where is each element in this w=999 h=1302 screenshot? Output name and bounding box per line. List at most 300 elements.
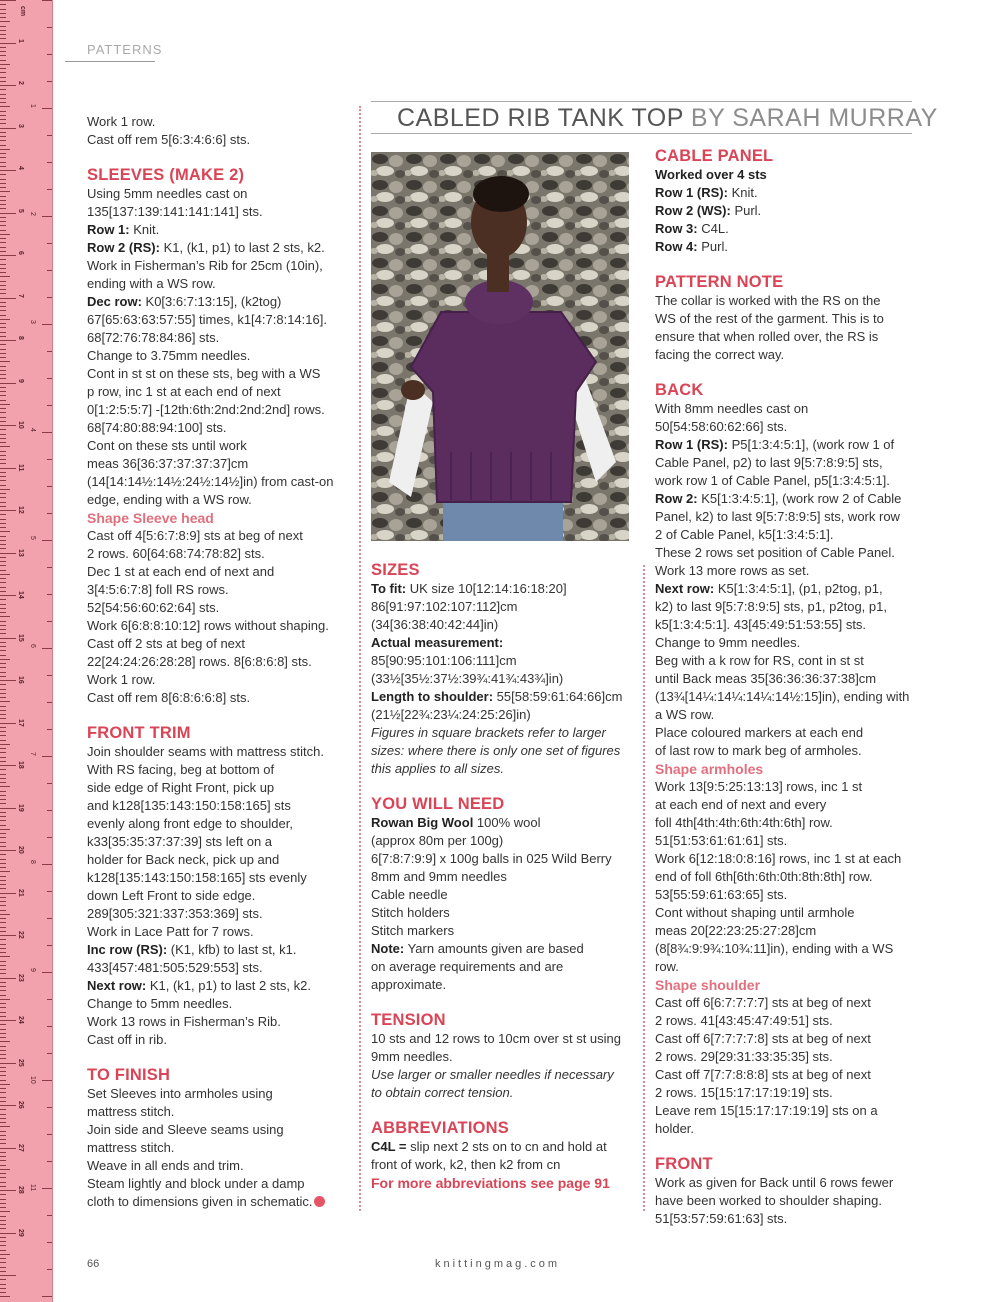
ruler-tick bbox=[0, 871, 10, 872]
ruler-tick bbox=[0, 1237, 6, 1238]
sleeves-line: (14[14:14½:14½:24½:14½]in) from cast-on bbox=[87, 474, 334, 489]
ruler-tick bbox=[0, 1241, 6, 1242]
front-trim-line: k33[35:35:37:37:39] sts left on a bbox=[87, 834, 273, 849]
ruler-tick bbox=[0, 81, 6, 82]
ruler-tick bbox=[0, 995, 6, 996]
ruler-tick bbox=[0, 349, 6, 350]
ruler-tick bbox=[0, 204, 6, 205]
sizes-fit: To fit: UK size 10[12:14:16:18:20] bbox=[371, 581, 567, 596]
front-trim-line: 289[305:321:337:353:369] sts. bbox=[87, 906, 263, 921]
ruler-tick bbox=[0, 289, 6, 290]
ruler-tick bbox=[0, 854, 6, 855]
sleeve-head-line: 52[54:56:60:62:64] sts. bbox=[87, 600, 220, 615]
ruler-tick bbox=[0, 608, 6, 609]
ruler-tick bbox=[0, 1131, 6, 1132]
ruler-tick bbox=[0, 1288, 6, 1289]
ruler-tick bbox=[0, 1275, 16, 1276]
ruler-tick bbox=[0, 1092, 6, 1093]
ruler-tick bbox=[0, 642, 6, 643]
ruler-tick bbox=[0, 361, 10, 362]
ruler-tick bbox=[0, 978, 16, 979]
ruler-tick bbox=[0, 395, 6, 396]
subheading-shape-shoulder: Shape shoulder bbox=[655, 977, 761, 993]
ruler-tick bbox=[0, 680, 16, 681]
column-divider-left bbox=[359, 106, 361, 1211]
ruler-tick bbox=[0, 825, 6, 826]
sleeve-head-line: Work 6[6:8:8:10:12] rows without shaping. bbox=[87, 618, 329, 633]
armhole-line: 51[51:53:61:61:61] sts. bbox=[655, 833, 788, 848]
ruler-tick bbox=[0, 332, 6, 333]
ruler-tick bbox=[0, 1046, 6, 1047]
ruler-tick bbox=[0, 935, 16, 936]
sleeves-line: edge, ending with a WS row. bbox=[87, 492, 252, 507]
ruler-edge bbox=[52, 0, 53, 1302]
ruler-tick bbox=[0, 616, 10, 617]
ruler-tick bbox=[0, 829, 10, 830]
ruler-inch-tick bbox=[42, 972, 52, 973]
ruler-tick bbox=[0, 837, 6, 838]
ruler-tick bbox=[0, 744, 10, 745]
ruler-tick bbox=[0, 1262, 6, 1263]
ruler-inch-label: 10 bbox=[29, 1076, 36, 1084]
ruler-tick bbox=[0, 136, 6, 137]
back-line: k2) to last 9[5:7:8:9:5] sts, p1, p2tog, p1, bbox=[655, 599, 887, 614]
ruler-tick bbox=[0, 650, 6, 651]
sleeves-line: 67[65:63:63:57:55] times, k1[4:7:8:14:16]. bbox=[87, 312, 327, 327]
sizes-line: 86[91:97:102:107:112]cm bbox=[371, 599, 518, 614]
ruler-tick bbox=[0, 200, 6, 201]
ruler-tick bbox=[0, 1135, 6, 1136]
back-line: a WS row. bbox=[655, 707, 715, 722]
ruler-tick bbox=[0, 578, 6, 579]
ruler-tick bbox=[0, 43, 16, 44]
sleeves-row1: Row 1: Knit. bbox=[87, 222, 160, 237]
ruler-tick bbox=[0, 820, 6, 821]
ruler-tick bbox=[0, 1220, 6, 1221]
ruler-tick bbox=[0, 833, 6, 834]
sizes-length: Length to shoulder: 55[58:59:61:64:66]cm bbox=[371, 689, 623, 704]
ruler-tick bbox=[0, 30, 6, 31]
shoulder-line: 2 rows. 15[15:17:17:19:19] sts. bbox=[655, 1085, 833, 1100]
need-line: (approx 80m per 100g) bbox=[371, 833, 504, 848]
ruler-tick bbox=[0, 268, 6, 269]
ruler-tick bbox=[0, 523, 6, 524]
sleeves-dec-row: Dec row: K0[3:6:7:13:15], (k2tog) bbox=[87, 294, 282, 309]
ruler-tick bbox=[0, 272, 6, 273]
yarn-ball-icon bbox=[314, 1196, 325, 1207]
ruler-tick bbox=[0, 859, 6, 860]
front-trim-line: Change to 5mm needles. bbox=[87, 996, 233, 1011]
heading-pattern-note: PATTERN NOTE bbox=[655, 273, 784, 291]
intro-line-2: Cast off rem 5[6:3:4:6:6] sts. bbox=[87, 132, 251, 147]
ruler-tick bbox=[0, 939, 6, 940]
ruler-cm-label: 23 bbox=[17, 973, 24, 982]
ruler-tick bbox=[0, 969, 6, 970]
ruler-tick bbox=[0, 1199, 6, 1200]
ruler-tick bbox=[0, 502, 6, 503]
ruler-tick bbox=[0, 1250, 6, 1251]
ruler-tick bbox=[0, 893, 16, 894]
column-middle bbox=[371, 560, 639, 1192]
ruler-tick bbox=[0, 94, 6, 95]
abbrev-c4l: C4L = slip next 2 sts on to cn and hold at bbox=[371, 1139, 607, 1154]
ruler-tick bbox=[0, 663, 6, 664]
ruler-tick bbox=[0, 506, 6, 507]
sizes-actual-label: Actual measurement: bbox=[371, 635, 504, 650]
sleeve-head-line: 22[24:24:26:28:28] rows. 8[6:8:6:8] sts. bbox=[87, 654, 312, 669]
ruler-tick bbox=[0, 973, 6, 974]
ruler-tick bbox=[0, 0, 16, 1]
ruler-tick bbox=[0, 1194, 6, 1195]
ruler-tick bbox=[0, 922, 6, 923]
ruler-inch-tick bbox=[42, 540, 52, 541]
ruler-tick bbox=[0, 629, 6, 630]
ruler-tick bbox=[0, 179, 6, 180]
ruler-cm-label: 24 bbox=[17, 1016, 24, 1024]
ruler-tick bbox=[0, 145, 6, 146]
armhole-line: meas 20[22:23:25:27:28]cm bbox=[655, 923, 817, 938]
ruler-tick bbox=[0, 1279, 6, 1280]
ruler-tick bbox=[0, 1156, 6, 1157]
ruler-tick bbox=[0, 638, 16, 639]
ruler-cm-label: 19 bbox=[17, 803, 24, 812]
ruler-tick bbox=[0, 599, 6, 600]
ruler-tick bbox=[0, 472, 6, 473]
sleeves-line: Work in Fisherman’s Rib for 25cm (10in), bbox=[87, 258, 323, 273]
ruler-tick bbox=[0, 816, 6, 817]
tension-italic: to obtain correct tension. bbox=[371, 1085, 514, 1100]
ruler-tick bbox=[0, 1105, 16, 1106]
ruler-tick bbox=[0, 1097, 6, 1098]
ruler-tick bbox=[0, 128, 16, 129]
sizes-line: (34[36:38:40:42:44]in) bbox=[371, 617, 499, 632]
cable-worked: Worked over 4 sts bbox=[655, 167, 767, 182]
finish-line: mattress stitch. bbox=[87, 1140, 175, 1155]
ruler-tick bbox=[0, 111, 6, 112]
ruler-tick bbox=[0, 999, 10, 1000]
front-trim-line: side edge of Right Front, pick up bbox=[87, 780, 275, 795]
ruler-tick bbox=[0, 1080, 6, 1081]
front-trim-line: down Left Front to side edge. bbox=[87, 888, 256, 903]
section-tag: PATTERNS bbox=[87, 42, 163, 57]
ruler-tick bbox=[0, 340, 16, 341]
title-byline: BY SARAH MURRAY bbox=[690, 104, 938, 132]
ruler-tick bbox=[0, 60, 6, 61]
ruler-tick bbox=[0, 604, 6, 605]
ruler-tick bbox=[0, 697, 6, 698]
ruler-inch-tick bbox=[42, 108, 52, 109]
ruler-tick bbox=[0, 990, 6, 991]
ruler-tick bbox=[0, 323, 6, 324]
ruler-tick bbox=[0, 434, 6, 435]
ruler-tick bbox=[0, 1071, 6, 1072]
ruler-tick bbox=[0, 1101, 6, 1102]
ruler-tick bbox=[0, 17, 6, 18]
ruler-tick bbox=[0, 625, 6, 626]
front-trim-line: and k128[135:143:150:158:165] sts bbox=[87, 798, 291, 813]
back-line: Work 13 more rows as set. bbox=[655, 563, 810, 578]
ruler-tick bbox=[0, 884, 6, 885]
ruler-tick bbox=[0, 230, 6, 231]
back-row1: Row 1 (RS): P5[1:3:4:5:1], (work row 1 of bbox=[655, 437, 895, 452]
ruler-tick bbox=[0, 310, 6, 311]
title-main: CABLED RIB TANK TOP bbox=[397, 104, 684, 132]
ruler-tick bbox=[0, 727, 6, 728]
ruler-tick bbox=[0, 1126, 10, 1127]
ruler-tick bbox=[0, 965, 6, 966]
ruler-tick bbox=[0, 489, 10, 490]
armhole-line: Cont without shaping until armhole bbox=[655, 905, 855, 920]
need-line: on average requirements and are bbox=[371, 959, 564, 974]
ruler-tick bbox=[0, 689, 6, 690]
tension-line: 9mm needles. bbox=[371, 1049, 453, 1064]
ruler-cm-label: 7 bbox=[17, 293, 24, 298]
ruler-tick bbox=[0, 493, 6, 494]
ruler-tick bbox=[0, 931, 6, 932]
ruler-cm-label: 21 bbox=[17, 888, 24, 897]
back-line: Panel, k2) to last 9[5:7:8:9:5] sts, work row bbox=[655, 509, 900, 524]
ruler-tick bbox=[0, 676, 6, 677]
ruler-tick bbox=[0, 1182, 6, 1183]
ruler-tick bbox=[0, 633, 6, 634]
shoulder-line: Leave rem 15[15:17:17:19:19] sts on a holder. bbox=[655, 1103, 878, 1136]
ruler-tick bbox=[0, 782, 6, 783]
ruler-tick bbox=[0, 353, 6, 354]
ruler-tick bbox=[0, 701, 10, 702]
ruler-cm-label: 22 bbox=[17, 931, 24, 939]
subheading-shape-armholes: Shape armholes bbox=[655, 761, 764, 777]
ruler-tick bbox=[0, 336, 6, 337]
sleeves-line: Cont on these sts until work bbox=[87, 438, 247, 453]
ruler-inch-tick bbox=[42, 864, 52, 865]
need-line: Stitch markers bbox=[371, 923, 455, 938]
finish-line: Weave in all ends and trim. bbox=[87, 1158, 244, 1173]
ruler-inch-label: 6 bbox=[29, 644, 36, 648]
more-abbreviations-link[interactable]: For more abbreviations see page 91 bbox=[371, 1175, 610, 1191]
front-trim-line: k128[135:143:150:158:165] sts evenly bbox=[87, 870, 307, 885]
ruler-tick bbox=[0, 1088, 6, 1089]
sizes-italic: this applies to all sizes. bbox=[371, 761, 504, 776]
sleeve-head-line: Cast off 2 sts at beg of next bbox=[87, 636, 246, 651]
ruler-tick bbox=[0, 221, 6, 222]
ruler-tick bbox=[0, 514, 6, 515]
ruler-tick bbox=[0, 718, 6, 719]
front-trim-line: With RS facing, beg at bottom of bbox=[87, 762, 275, 777]
ruler-cm-label: 15 bbox=[17, 633, 24, 642]
ruler-tick bbox=[0, 370, 6, 371]
front-trim-line: Work 13 rows in Fisherman’s Rib. bbox=[87, 1014, 281, 1029]
ruler-tick bbox=[0, 1152, 6, 1153]
back-line: These 2 rows set position of Cable Panel. bbox=[655, 545, 895, 560]
ruler-tick bbox=[0, 565, 6, 566]
ruler-tick bbox=[0, 536, 6, 537]
ruler-tick bbox=[0, 706, 6, 707]
ruler-tick bbox=[0, 412, 6, 413]
ruler-tick bbox=[0, 383, 16, 384]
ruler-tick bbox=[0, 527, 6, 528]
back-line: Beg with a k row for RS, cont in st st bbox=[655, 653, 864, 668]
ruler-tick bbox=[0, 77, 6, 78]
ruler-tick bbox=[0, 842, 6, 843]
ruler-cm-label: 28 bbox=[17, 1186, 24, 1194]
heading-sleeves: SLEEVES (MAKE 2) bbox=[87, 166, 245, 184]
need-note: Note: Yarn amounts given are based bbox=[371, 941, 584, 956]
cable-row: Row 3: C4L. bbox=[655, 221, 729, 236]
ruler-tick bbox=[0, 914, 10, 915]
ruler-tick bbox=[0, 1050, 6, 1051]
ruler-inch-label: 9 bbox=[29, 968, 36, 972]
ruler-inch-tick bbox=[42, 648, 52, 649]
ruler-tick bbox=[0, 918, 6, 919]
ruler-tick bbox=[0, 1267, 6, 1268]
finish-line: Join side and Sleeve seams using bbox=[87, 1122, 284, 1137]
ruler-tick bbox=[0, 544, 6, 545]
front-trim-line: 433[457:481:505:529:553] sts. bbox=[87, 960, 263, 975]
ruler-tick bbox=[0, 1075, 6, 1076]
ruler-tick bbox=[0, 740, 6, 741]
ruler-tick bbox=[0, 1041, 10, 1042]
ruler-tick bbox=[0, 183, 6, 184]
ruler-tick bbox=[0, 442, 6, 443]
ruler-tick bbox=[0, 910, 6, 911]
ruler-tick bbox=[0, 982, 6, 983]
ruler-tick bbox=[0, 187, 6, 188]
heading-front: FRONT bbox=[655, 1155, 713, 1173]
ruler-tick bbox=[0, 557, 6, 558]
tension-line: 10 sts and 12 rows to 10cm over st st using bbox=[371, 1031, 622, 1046]
ruler-tick bbox=[0, 1203, 6, 1204]
ruler-tick bbox=[0, 21, 10, 22]
ruler-tick bbox=[0, 1016, 6, 1017]
sleeve-head-line: Cast off rem 8[6:8:6:6:8] sts. bbox=[87, 690, 251, 705]
front-trim-line: Work in Lace Patt for 7 rows. bbox=[87, 924, 254, 939]
ruler-tick bbox=[0, 944, 6, 945]
need-line: approximate. bbox=[371, 977, 447, 992]
ruler-tick bbox=[0, 255, 16, 256]
cable-row: Row 4: Purl. bbox=[655, 239, 728, 254]
ruler-tick bbox=[0, 561, 6, 562]
ruler-cm-label: 1 bbox=[17, 38, 24, 43]
ruler-tick bbox=[0, 438, 6, 439]
ruler-tick bbox=[0, 276, 10, 277]
ruler-cm-label: 10 bbox=[17, 421, 24, 429]
back-line: With 8mm needles cast on bbox=[655, 401, 809, 416]
ruler-inch-label: 1 bbox=[29, 104, 36, 108]
finish-line-last: cloth to dimensions given in schematic. bbox=[87, 1193, 349, 1211]
ruler-tick bbox=[0, 102, 6, 103]
ruler-tick bbox=[0, 1020, 16, 1021]
ruler-tick bbox=[0, 162, 6, 163]
ruler-tick bbox=[0, 803, 6, 804]
finish-line: Set Sleeves into armholes using bbox=[87, 1086, 273, 1101]
front-trim-inc-row: Inc row (RS): (K1, kfb) to last st, k1. bbox=[87, 942, 297, 957]
back-next-row: Next row: K5[1:3:4:5:1], (p1, p2tog, p1, bbox=[655, 581, 883, 596]
ruler-tick bbox=[0, 64, 10, 65]
sleeves-row2: Row 2 (RS): K1, (k1, p1) to last 2 sts, k2. bbox=[87, 240, 325, 255]
ruler-tick bbox=[0, 429, 6, 430]
back-line: Place coloured markers at each end bbox=[655, 725, 864, 740]
ruler-tick bbox=[0, 531, 10, 532]
ruler-tick bbox=[0, 400, 6, 401]
ruler-cm-label: 8 bbox=[17, 336, 24, 340]
finish-line: mattress stitch. bbox=[87, 1104, 175, 1119]
ruler-inch-tick bbox=[42, 1080, 52, 1081]
sizes-line: 85[90:95:101:106:111]cm bbox=[371, 653, 517, 668]
ruler-tick bbox=[0, 667, 6, 668]
ruler-tick bbox=[0, 119, 6, 120]
ruler-tick bbox=[0, 1254, 10, 1255]
sleeves-line: p row, inc 1 st at each end of next bbox=[87, 384, 281, 399]
ruler-tick bbox=[0, 595, 16, 596]
ruler-tick bbox=[0, 1233, 16, 1234]
ruler-tick bbox=[0, 315, 6, 316]
sizes-italic: Figures in square brackets refer to larger bbox=[371, 725, 606, 740]
ruler-tick bbox=[0, 51, 6, 52]
ruler-tick bbox=[0, 140, 6, 141]
sleeve-head-line: Cast off 4[5:6:7:8:9] sts at beg of next bbox=[87, 528, 303, 543]
armhole-line: Work 13[9:5:25:13:13] rows, inc 1 st bbox=[655, 779, 863, 794]
sleeve-head-line: Dec 1 st at each end of next and bbox=[87, 564, 275, 579]
ruler-tick bbox=[0, 880, 6, 881]
sleeve-head-line: 2 rows. 60[64:68:74:78:82] sts. bbox=[87, 546, 265, 561]
ruler-tick bbox=[0, 897, 6, 898]
need-yarn: Rowan Big Wool 100% wool bbox=[371, 815, 541, 830]
ruler-tick bbox=[0, 961, 6, 962]
ruler-tick bbox=[0, 72, 6, 73]
ruler-tick bbox=[0, 901, 6, 902]
armhole-line: (8[8¾:9:9¾:10¾:11]in), ending with a WS row. bbox=[655, 941, 894, 974]
ruler-tick bbox=[0, 986, 6, 987]
ruler-tick bbox=[0, 655, 6, 656]
ruler-tick bbox=[0, 1029, 6, 1030]
ruler-tick bbox=[0, 366, 6, 367]
armhole-line: end of foll 6th[6th:6th:0th:8th:8th] row. bbox=[655, 869, 873, 884]
ruler-tick bbox=[0, 485, 6, 486]
front-line: have been worked to shoulder shaping. bbox=[655, 1193, 882, 1208]
heading-back: BACK bbox=[655, 381, 704, 399]
ruler-tick bbox=[0, 659, 10, 660]
ruler-tick bbox=[0, 251, 6, 252]
ruler-tick bbox=[0, 1007, 6, 1008]
ruler-tick bbox=[0, 799, 6, 800]
ruler-tick bbox=[0, 259, 6, 260]
back-line: Cable Panel, p2) to last 9[5:7:8:9:5] sts, bbox=[655, 455, 883, 470]
ruler-tick bbox=[0, 1139, 6, 1140]
ruler-tick bbox=[0, 157, 6, 158]
ruler-cm-label: 26 bbox=[17, 1101, 24, 1109]
ruler-tick bbox=[0, 621, 6, 622]
ruler-tick bbox=[0, 417, 6, 418]
cable-row: Row 1 (RS): Knit. bbox=[655, 185, 758, 200]
ruler-tick bbox=[0, 68, 6, 69]
ruler-tick bbox=[0, 1271, 6, 1272]
ruler-cm-label: 18 bbox=[17, 761, 24, 769]
ruler-tick bbox=[0, 812, 6, 813]
note-line: facing the correct way. bbox=[655, 347, 785, 362]
ruler-tick bbox=[0, 38, 6, 39]
sizes-line: (33½[35½:37½:39¾:41¾:43¾]in) bbox=[371, 671, 564, 686]
sleeve-head-line: 3[4:5:6:7:8] foll RS rows. bbox=[87, 582, 229, 597]
ruler-inch-label: 11 bbox=[29, 1184, 36, 1192]
finish-line: Steam lightly and block under a damp bbox=[87, 1176, 305, 1191]
ruler-tick bbox=[0, 132, 6, 133]
front-trim-line: holder for Back neck, pick up and bbox=[87, 852, 280, 867]
ruler-tick bbox=[0, 786, 10, 787]
front-line: 51[53:57:59:61:63] sts. bbox=[655, 1211, 788, 1226]
intro-line-1: Work 1 row. bbox=[87, 114, 156, 129]
ruler-tick bbox=[0, 612, 6, 613]
ruler-tick bbox=[0, 710, 6, 711]
